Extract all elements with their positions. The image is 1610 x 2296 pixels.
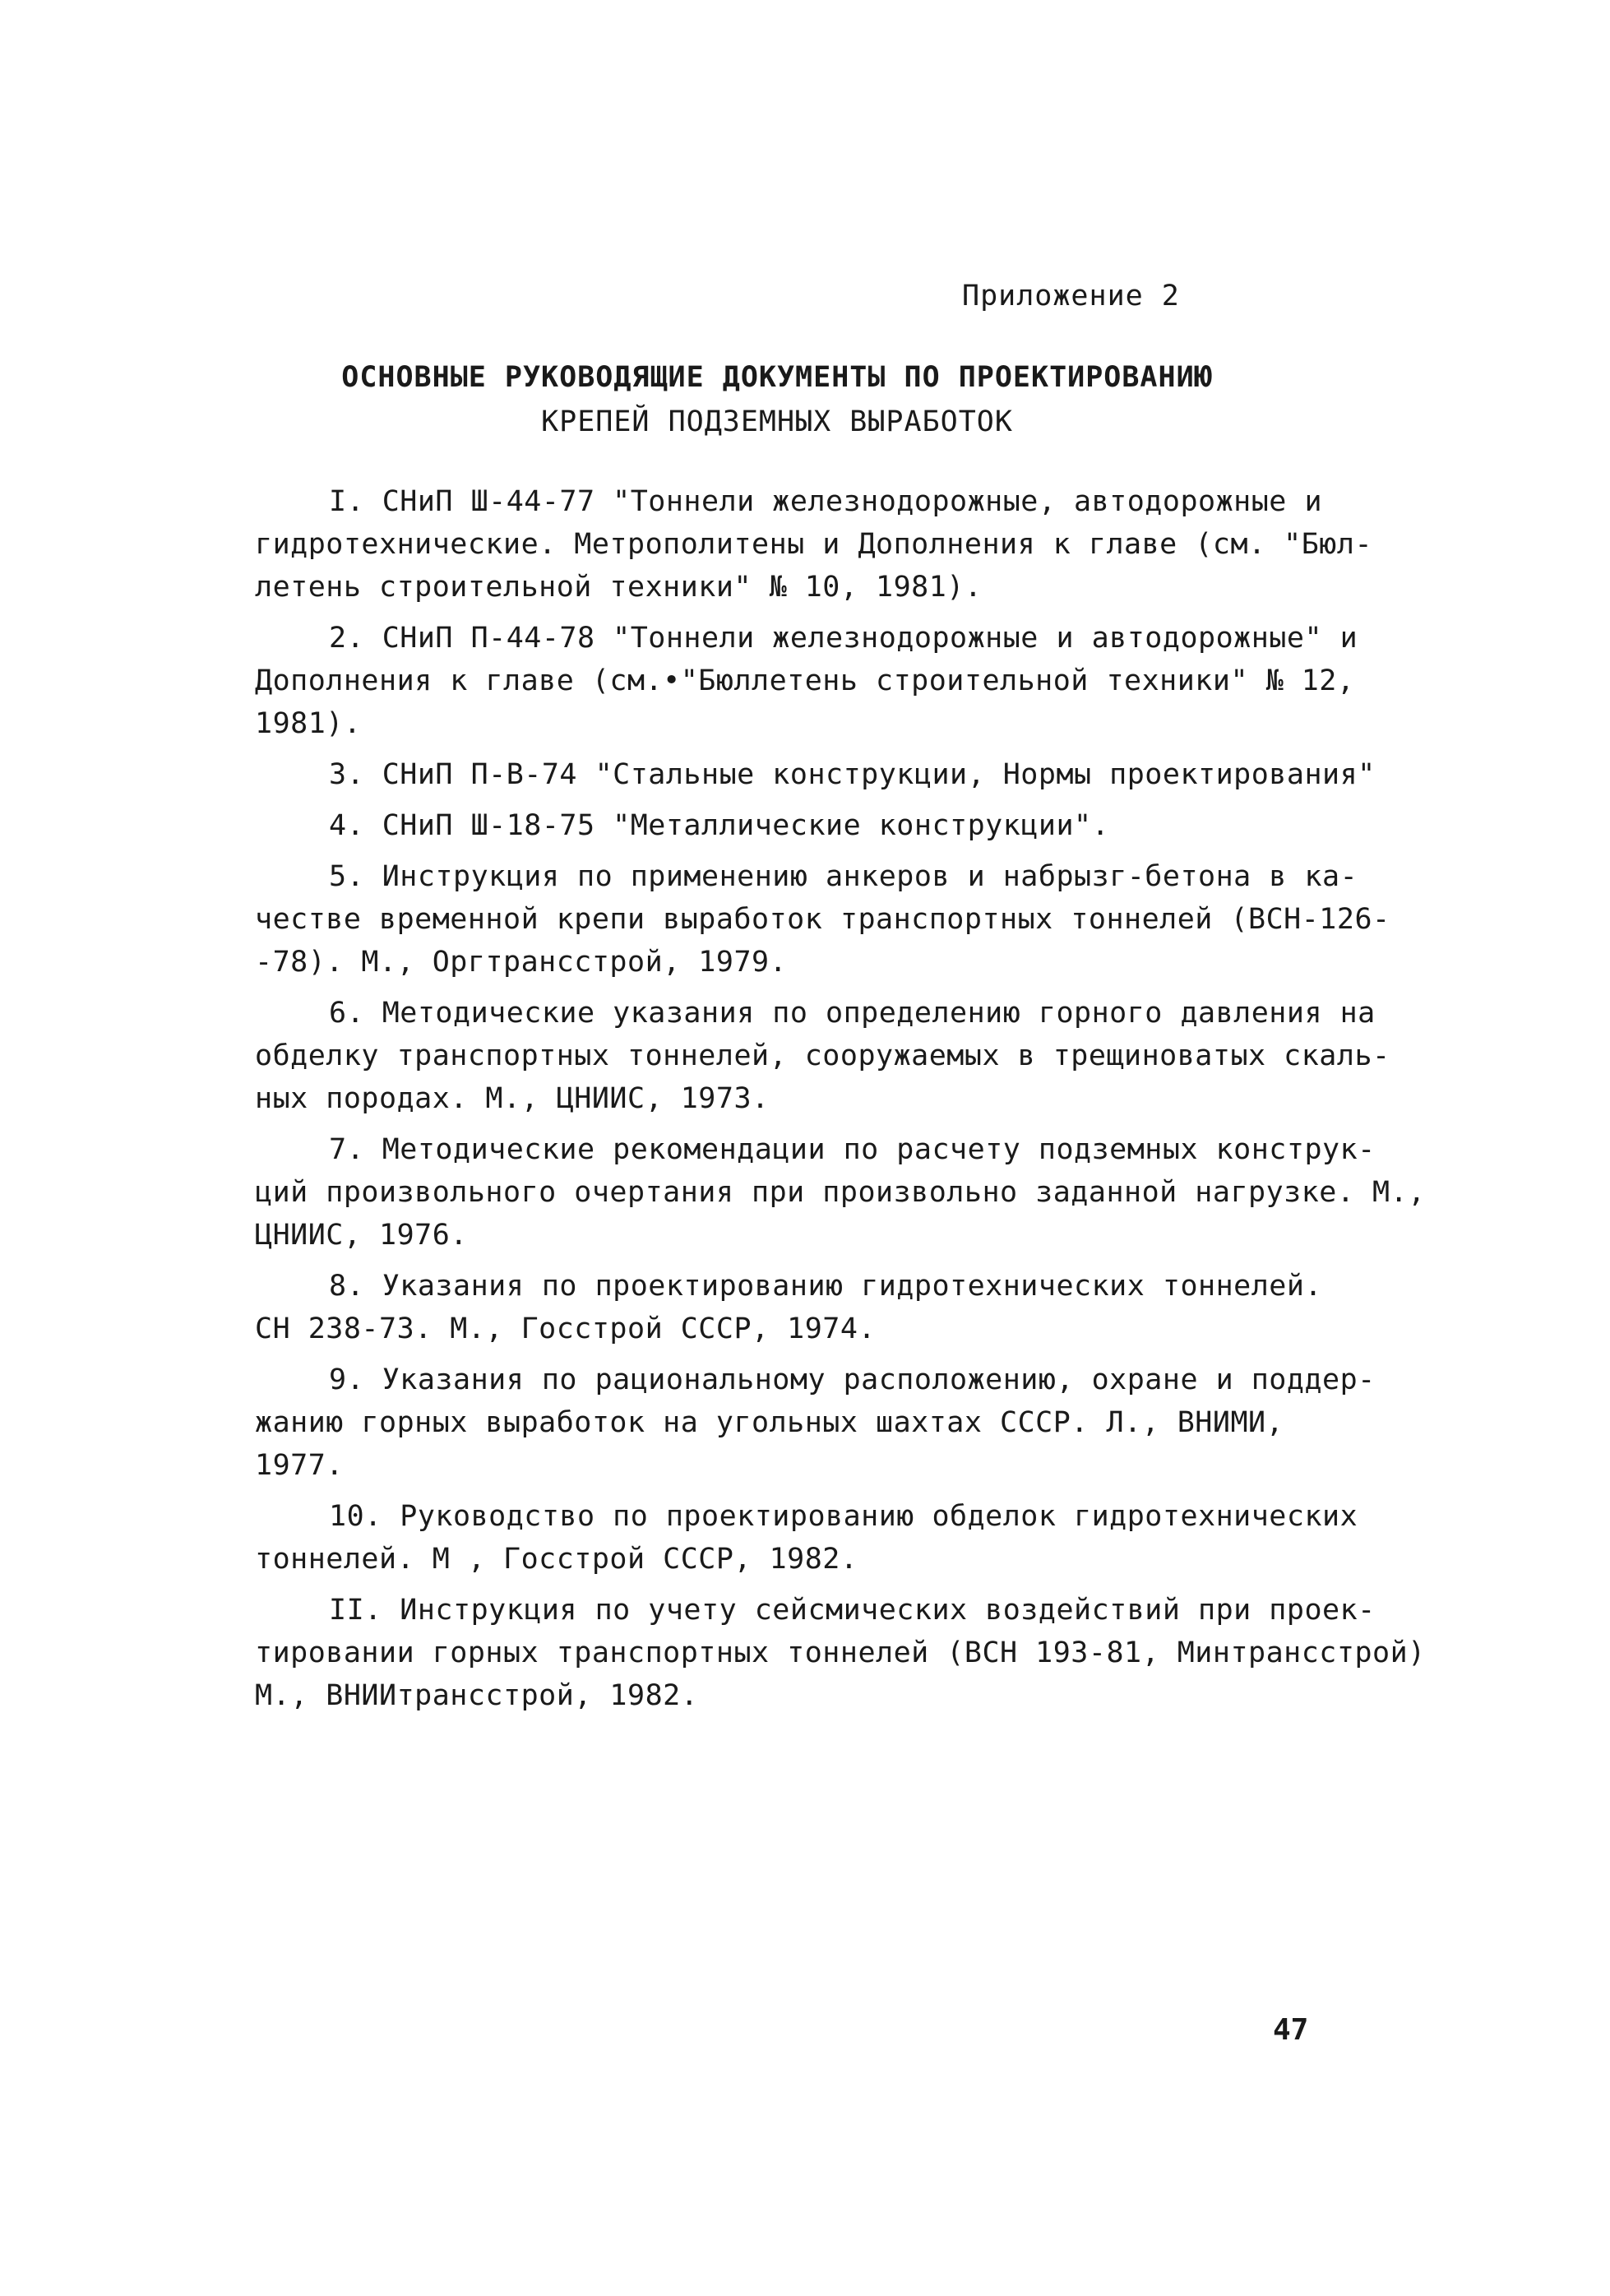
text-line: жанию горных выработок на угольных шахтах СССР. Л., ВНИМИ, <box>255 1406 1284 1439</box>
text-line: Дополнения к главе (см.•"Бюллетень строительной техники" № 12, <box>255 664 1355 697</box>
appendix-label: Приложение 2 <box>962 280 1180 312</box>
text-line: М., ВНИИтрансстрой, 1982. <box>255 1679 699 1712</box>
text-line: -78). М., Оргтрансстрой, 1979. <box>255 946 788 979</box>
text-line: 4. СНиП Ш-18-75 "Металлические конструкции". <box>329 809 1110 842</box>
text-line: 9. Указания по рациональному расположению, охране и поддер- <box>329 1363 1376 1396</box>
text-line: 8. Указания по проектированию гидротехнических тоннелей. <box>329 1270 1323 1303</box>
text-line: 10. Руководство по проектированию обделок гидротехнических <box>329 1500 1358 1533</box>
text-line: 5. Инструкция по применению анкеров и набрызг-бетона в ка- <box>329 860 1358 893</box>
text-line: 1981). <box>255 707 362 740</box>
text-line: ЦНИИС, 1976. <box>255 1219 468 1252</box>
text-line: 2. СНиП П-44-78 "Тоннели железнодорожные и автодорожные" и <box>329 622 1358 655</box>
text-line: ных породах. М., ЦНИИС, 1973. <box>255 1082 770 1115</box>
text-line: 7. Методические рекомендации по расчету подземных конструк- <box>329 1133 1376 1166</box>
text-line: 6. Методические указания по определению горного давления на <box>329 997 1376 1030</box>
text-line: летень строительной техники" № 10, 1981). <box>255 571 983 604</box>
text-line: ций произвольного очертания при произвольно заданной нагрузке. М., <box>255 1176 1426 1209</box>
title-line-2: КРЕПЕЙ ПОДЗЕМНЫХ ВЫРАБОТОК <box>541 405 1013 438</box>
text-line: I. СНиП Ш-44-77 "Тоннели железнодорожные, автодорожные и <box>329 485 1323 518</box>
text-line: II. Инструкция по учету сейсмических воздействий при проек- <box>329 1594 1376 1627</box>
text-line: 3. СНиП П-В-74 "Стальные конструкции, Нормы проектирования" <box>329 758 1376 791</box>
text-line: тоннелей. М , Госстрой СССР, 1982. <box>255 1543 858 1576</box>
text-line: обделку транспортных тоннелей, сооружаемых в трещиноватых скаль- <box>255 1039 1390 1072</box>
text-line: честве временной крепи выработок транспортных тоннелей (ВСН-126- <box>255 903 1390 936</box>
page-number: 47 <box>1273 2013 1309 2047</box>
text-line: тировании горных транспортных тоннелей (ВСН 193-81, Минтрансстрой) <box>255 1636 1426 1669</box>
text-line: 1977. <box>255 1449 344 1482</box>
text-line: гидротехнические. Метрополитены и Дополнения к главе (см. "Бюл- <box>255 528 1373 561</box>
text-line: СН 238-73. М., Госстрой СССР, 1974. <box>255 1312 877 1345</box>
title-line-1: ОСНОВНЫЕ РУКОВОДЯЩИЕ ДОКУМЕНТЫ ПО ПРОЕКТИРОВАНИЮ <box>341 361 1213 394</box>
